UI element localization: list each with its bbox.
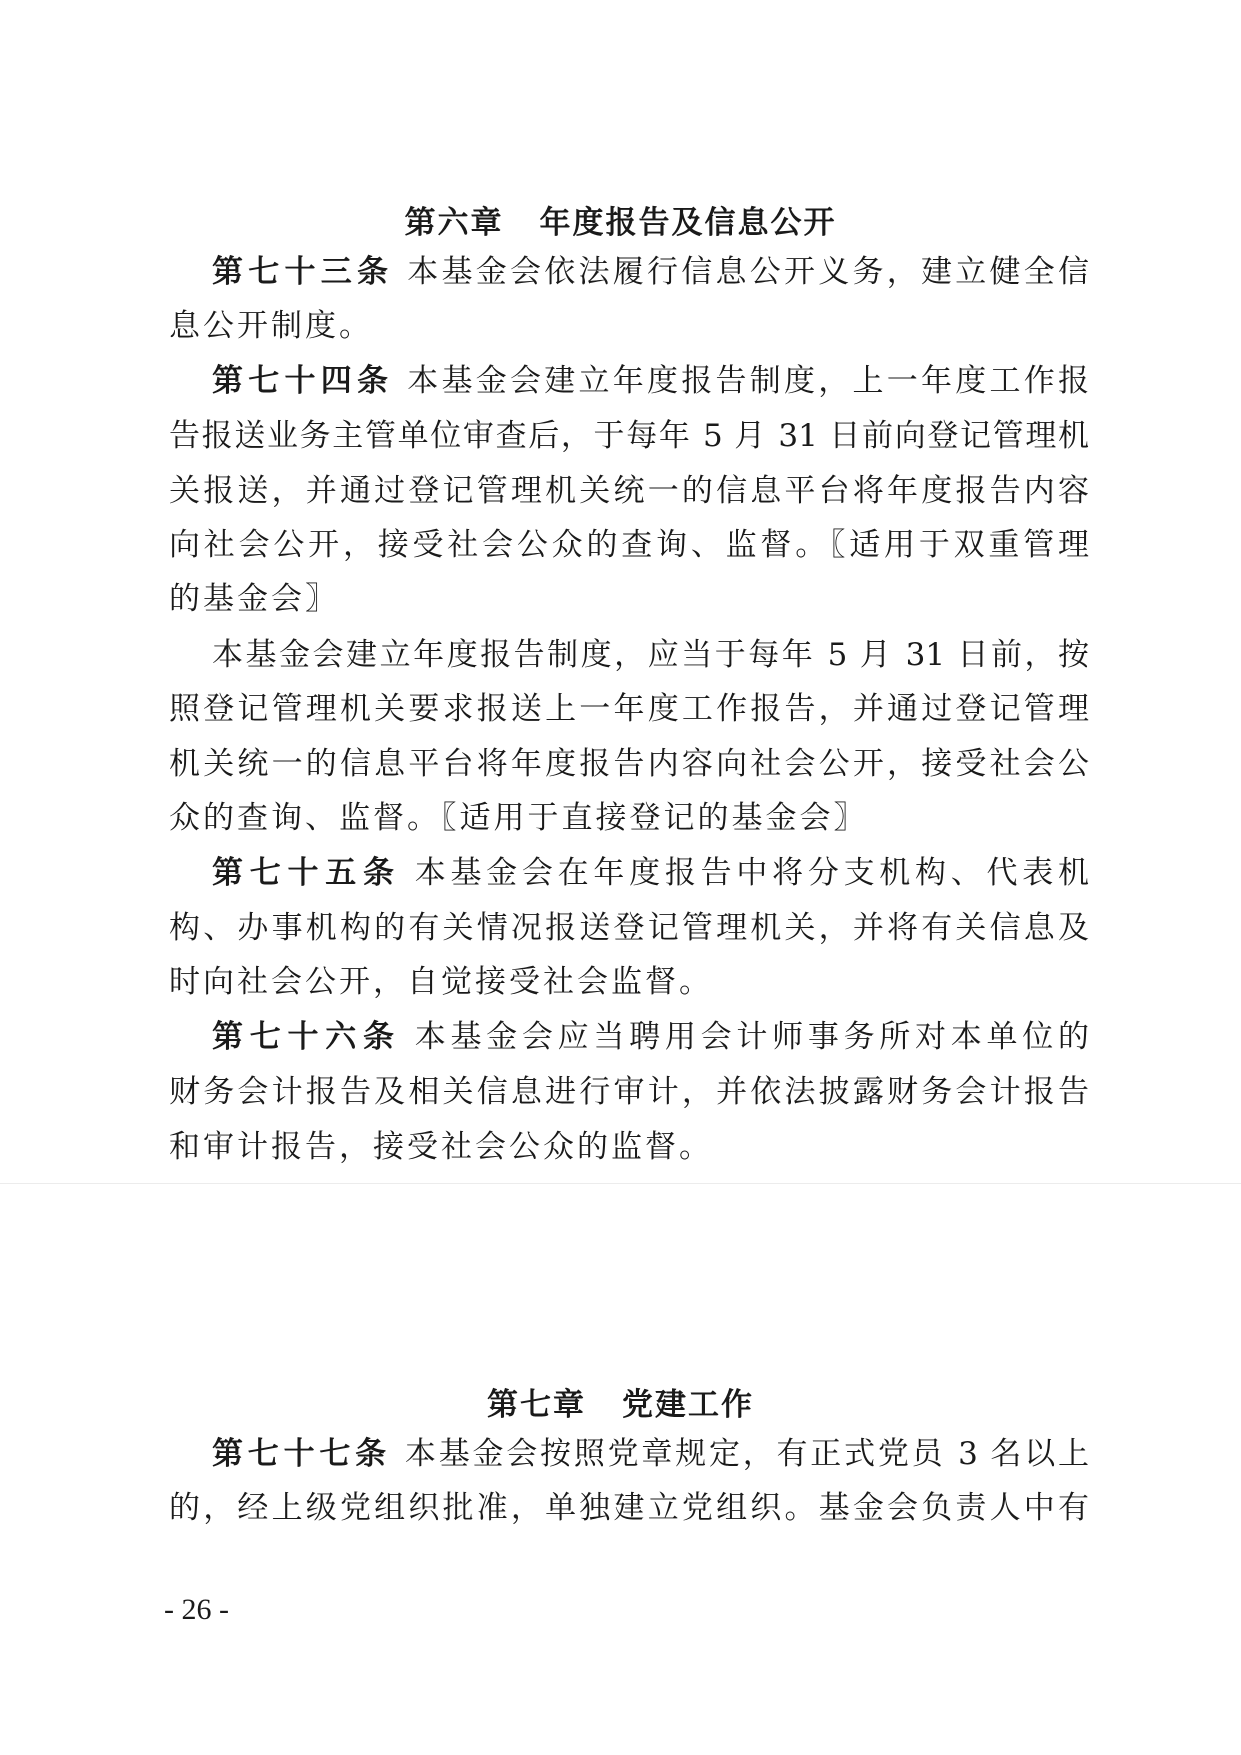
chapter-7-title: 党建工作 (622, 1387, 754, 1423)
article-77-line-2: 的，经上级党组织批准，单独建立党组织。基金会负责人中有 (169, 1490, 1089, 1526)
article-73-label: 第七十三条 (212, 254, 394, 290)
article-76-label: 第七十六条 (212, 1019, 401, 1055)
article-73-line-2: 息公开制度。 (169, 308, 373, 344)
article-77-line-1: 第七十七条 本基金会按照党章规定，有正式党员 3 名以上 (212, 1436, 1090, 1472)
chapter-6-number: 第六章 (404, 205, 504, 241)
article-76-line-2: 财务会计报告及相关信息进行审计，并依法披露财务会计报告 (169, 1074, 1089, 1110)
article-74-alt-line-1: 本基金会建立年度报告制度，应当于每年 5 月 31 日前，按 (212, 637, 1089, 673)
chapter-6-title: 年度报告及信息公开 (539, 205, 837, 241)
article-75-line-1: 第七十五条 本基金会在年度报告中将分支机构、代表机 (212, 855, 1090, 891)
article-74-alt-line-3: 机关统一的信息平台将年度报告内容向社会公开，接受社会公 (169, 746, 1089, 782)
article-76-line-1: 第七十六条 本基金会应当聘用会计师事务所对本单位的 (212, 1019, 1090, 1055)
chapter-7-number: 第七章 (487, 1387, 586, 1423)
chapter-7-heading (0, 1379, 1241, 1424)
article-76-line-3: 和审计报告，接受社会公众的监督。 (169, 1129, 713, 1165)
article-74-alt-line-2: 照登记管理机关要求报送上一年度工作报告，并通过登记管理 (169, 691, 1089, 727)
article-74-label: 第七十四条 (212, 363, 394, 399)
page-number: - 26 - (164, 1593, 229, 1626)
article-74-line-3: 关报送，并通过登记管理机关统一的信息平台将年度报告内容 (169, 473, 1089, 509)
article-74-line-4: 向社会公开，接受社会公众的查询、监督。〖适用于双重管理 (169, 527, 1089, 563)
article-74-alt-line-4: 众的查询、监督。〖适用于直接登记的基金会〗 (169, 800, 868, 836)
chapter-6-heading (0, 197, 1241, 242)
article-75-label: 第七十五条 (212, 855, 401, 891)
article-77-label: 第七十七条 (212, 1436, 391, 1472)
article-75-line-2: 构、办事机构的有关情况报送登记管理机关，并将有关信息及 (169, 910, 1089, 946)
article-74-line-5: 的基金会〗 (169, 581, 339, 617)
scan-artifact-line (0, 1183, 1241, 1184)
article-74-line-1: 第七十四条 本基金会建立年度报告制度，上一年度工作报 (212, 363, 1089, 399)
article-73-line-1: 第七十三条 本基金会依法履行信息公开义务，建立健全信 (212, 254, 1089, 290)
article-74-line-2: 告报送业务主管单位审查后，于每年 5 月 31 日前向登记管理机 (169, 418, 1089, 454)
article-75-line-3: 时向社会公开，自觉接受社会监督。 (169, 964, 713, 1000)
